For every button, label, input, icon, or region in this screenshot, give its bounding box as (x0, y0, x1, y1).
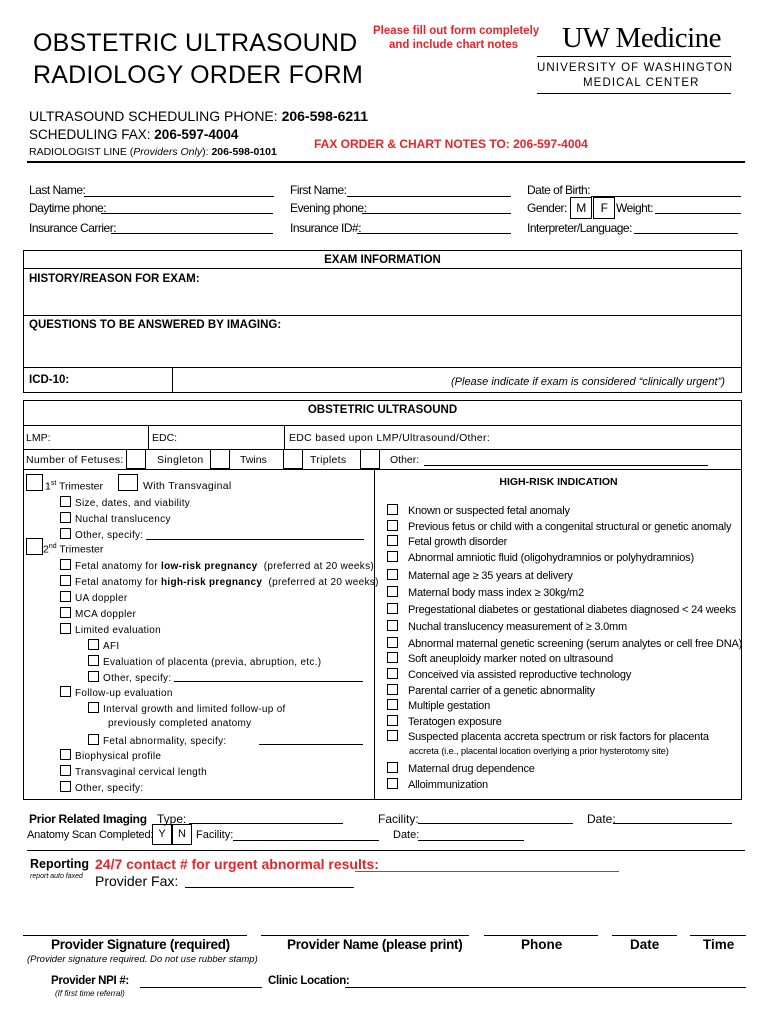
nuchal-label: Nuchal translucency (75, 514, 171, 525)
placenta-eval-item[interactable] (88, 655, 321, 668)
time-label: Time (703, 937, 735, 952)
ob-header: OBSTETRIC ULTRASOUND (307, 404, 458, 416)
urgent-contact-input[interactable] (355, 871, 619, 872)
checkbox-icon[interactable] (88, 702, 99, 713)
prior-date-input[interactable] (613, 823, 732, 824)
checkbox-icon[interactable] (88, 639, 99, 650)
high-risk-item[interactable] (387, 684, 595, 697)
fetal-abnormality-item[interactable] (88, 734, 227, 747)
eve-phone-label: Evening phone: (290, 201, 367, 215)
scheduling-fax-number: 206-597-4004 (154, 127, 239, 142)
high-risk-item[interactable] (387, 504, 570, 517)
provider-fax-input[interactable] (185, 887, 354, 888)
radiologist-close: ): (202, 146, 209, 158)
size-dates-label: Size, dates, and viability (75, 498, 191, 509)
fetuses-row-rule (23, 469, 742, 470)
insurance-id-label: Insurance ID#: (290, 221, 362, 235)
fetal-low-pre: Fetal anatomy for (75, 561, 161, 572)
anatomy-yes-box[interactable]: Y (152, 824, 172, 845)
checkbox-icon[interactable] (60, 686, 71, 697)
anatomy-no-box[interactable]: N (172, 824, 192, 845)
prior-type-label: Type: (157, 812, 187, 826)
scheduling-phone-label: ULTRASOUND SCHEDULING PHONE: (29, 108, 278, 124)
checkbox-icon[interactable] (387, 551, 398, 562)
anatomy-date-input[interactable] (418, 840, 524, 841)
checkbox-icon[interactable] (387, 699, 398, 710)
day-phone-input[interactable] (101, 213, 273, 214)
high-risk-item[interactable] (387, 551, 694, 564)
second-trimester-text: Trimester (59, 543, 104, 556)
high-risk-label: Parental carrier of a genetic abnormality (408, 685, 595, 697)
provider-signature-input[interactable] (23, 935, 247, 936)
high-risk-item[interactable] (387, 520, 731, 533)
ua-doppler-item[interactable] (60, 591, 127, 604)
provider-signature-label: Provider Signature (required) (51, 937, 230, 952)
checkbox-icon[interactable] (387, 668, 398, 679)
checkbox-icon[interactable] (88, 655, 99, 666)
other-fetuses-checkbox[interactable] (360, 449, 380, 469)
first-trimester-num: 1 (45, 480, 51, 493)
last-name-label: Last Name: (29, 183, 86, 197)
high-risk-label: Maternal age ≥ 35 years at delivery (408, 570, 573, 582)
logo-divider-bottom (537, 93, 731, 94)
history-rule (23, 315, 742, 316)
limited-other-input[interactable] (174, 681, 363, 682)
form-title-line2: RADIOLOGY ORDER FORM (33, 61, 363, 89)
first-trimester-label (45, 480, 103, 493)
questions-input[interactable] (24, 333, 740, 366)
second-trimester-num: 2 (43, 543, 49, 556)
first-name-label: First Name: (290, 183, 347, 197)
limited-other-label: Other, specify: (103, 673, 172, 684)
high-risk-label: Pregestational diabetes or gestational diabetes diagnosed < 24 weeks (408, 604, 736, 616)
triplets-checkbox[interactable] (283, 449, 303, 469)
high-risk-item[interactable] (387, 778, 488, 791)
with-transvaginal-checkbox[interactable] (118, 474, 138, 491)
npi-label: Provider NPI #: (51, 975, 129, 987)
high-risk-item[interactable] (387, 730, 709, 743)
scheduling-fax-label: SCHEDULING FAX: (29, 127, 151, 142)
high-risk-item[interactable] (387, 586, 584, 599)
gender-m-box[interactable]: M (570, 197, 592, 219)
fetal-high-pre: Fetal anatomy for (75, 577, 161, 588)
fetal-low-bold: low-risk pregnancy (161, 561, 258, 572)
biophysical-item[interactable] (60, 749, 161, 762)
exam-header-rule (23, 268, 742, 269)
prior-imaging-label: Prior Related Imaging (29, 812, 147, 826)
header-rule (27, 161, 745, 163)
phone-input[interactable] (484, 935, 598, 936)
edc-label: EDC: (152, 432, 178, 444)
anatomy-facility-input[interactable] (233, 840, 379, 841)
high-risk-label: Nuchal translucency measurement of ≥ 3.0mm (408, 621, 627, 633)
high-risk-item[interactable] (387, 652, 613, 665)
checkbox-icon[interactable] (387, 620, 398, 631)
checkbox-icon[interactable] (60, 528, 71, 539)
checkbox-icon[interactable] (60, 781, 71, 792)
checkbox-icon[interactable] (387, 520, 398, 531)
interval-line1: Interval growth and limited follow-up of (103, 704, 286, 715)
radiologist-line (29, 146, 277, 158)
weight-label: Weight: (616, 201, 653, 215)
singleton-checkbox[interactable] (126, 449, 146, 469)
clinic-location-label: Clinic Location: (268, 975, 350, 987)
second-trimester-checkbox[interactable] (26, 538, 43, 555)
prior-date-label: Date: (587, 812, 616, 826)
history-label: HISTORY/REASON FOR EXAM: (29, 273, 200, 285)
high-risk-item[interactable] (387, 620, 627, 633)
radiologist-phone: 206-598-0101 (211, 146, 277, 158)
high-risk-item[interactable] (387, 637, 742, 650)
biophysical-label: Biophysical profile (75, 751, 162, 762)
first-trimester-text: Trimester (59, 480, 103, 493)
triplets-label: Triplets (310, 454, 347, 466)
provider-fax-label: Provider Fax: (95, 873, 179, 889)
prior-facility-input[interactable] (418, 823, 573, 824)
high-risk-label: Alloimmunization (408, 779, 488, 791)
checkbox-icon[interactable] (387, 762, 398, 773)
first-name-input[interactable] (347, 196, 511, 197)
second-other-label: Other, specify: (75, 783, 144, 794)
interval-growth-item[interactable] (88, 702, 286, 715)
gender-label: Gender: (527, 201, 567, 215)
second-trimester-label (43, 543, 103, 556)
high-risk-label: Teratogen exposure (408, 716, 502, 728)
checkbox-icon[interactable] (387, 535, 398, 546)
interval-line2: previously completed anatomy (108, 718, 252, 729)
followup-label: Follow-up evaluation (75, 688, 173, 699)
with-transvaginal-label: With Transvaginal (143, 480, 232, 492)
checkbox-icon[interactable] (60, 496, 71, 507)
first-other-input[interactable] (146, 539, 364, 540)
weight-input[interactable] (655, 213, 741, 214)
high-risk-item[interactable] (387, 668, 631, 681)
lmp-divider (148, 425, 149, 449)
checkbox-icon[interactable] (60, 765, 71, 776)
checkbox-icon[interactable] (60, 559, 71, 570)
first-trimester-sup: st (50, 480, 57, 487)
lmp-label: LMP: (26, 432, 51, 444)
provider-name-input[interactable] (261, 935, 469, 936)
exam-info-header: EXAM INFORMATION (324, 254, 441, 266)
fetal-low-post: (preferred at 20 weeks) (263, 561, 374, 572)
day-phone-label: Daytime phone: (29, 201, 107, 215)
ob-header-rule (23, 425, 742, 426)
urgent-contact-label: 24/7 contact # for urgent abnormal results: (95, 856, 379, 872)
insurance-carrier-label: Insurance Carrier: (29, 221, 117, 235)
high-risk-header: HIGH-RISK INDICATION (499, 476, 618, 488)
num-fetuses-label: Number of Fetuses: (26, 454, 124, 466)
checkbox-icon[interactable] (387, 586, 398, 597)
notice-line2: and include chart notes (389, 39, 519, 51)
first-other-item[interactable] (60, 528, 143, 541)
checkbox-icon[interactable] (387, 569, 398, 580)
fetal-high-post: (preferred at 20 weeks) (268, 577, 379, 588)
accreta-line2: accreta (i.e., placental location overlying a prior hysterotomy site) (409, 746, 669, 757)
date-input[interactable] (612, 935, 677, 936)
nuchal-item[interactable] (60, 512, 171, 525)
high-risk-label: Conceived via assisted reproductive technology (408, 669, 632, 681)
checkbox-icon[interactable] (387, 715, 398, 726)
twins-checkbox[interactable] (210, 449, 230, 469)
checkbox-icon[interactable] (387, 778, 398, 789)
phone-label: Phone (521, 937, 563, 952)
npi-input[interactable] (140, 987, 262, 988)
insurance-id-input[interactable] (357, 233, 511, 234)
checkbox-icon[interactable] (60, 749, 71, 760)
radiologist-note: Providers Only (133, 146, 203, 158)
anatomy-scan-label: Anatomy Scan Completed: (27, 829, 154, 841)
high-risk-label: Soft aneuploidy marker noted on ultrasound (408, 653, 614, 665)
fax-order-notice: FAX ORDER & CHART NOTES TO: 206-597-4004 (314, 137, 588, 151)
scheduling-phone-number: 206-598-6211 (281, 108, 368, 124)
icd-label: ICD-10: (29, 374, 70, 386)
edc-based-label: EDC based upon LMP/Ultrasound/Other: (289, 432, 491, 444)
insurance-carrier-input[interactable] (111, 233, 273, 234)
logo-main-text: UW Medicine (562, 22, 722, 54)
scheduling-phone (29, 108, 368, 124)
date-label: Date (630, 937, 660, 952)
second-trimester-sup: nd (48, 543, 57, 550)
high-risk-label: Abnormal maternal genetic screening (serum analytes or cell free DNA) (408, 638, 743, 650)
edc-divider (284, 425, 285, 449)
afi-item[interactable] (88, 639, 119, 652)
other-fetuses-label: Other: (390, 454, 420, 466)
scheduling-fax (29, 127, 238, 142)
gender-f-box[interactable]: F (593, 197, 615, 219)
anatomy-date-label: Date: (393, 829, 420, 841)
prior-facility-label: Facility: (378, 812, 419, 826)
singleton-label: Singleton (157, 454, 204, 466)
reporting-label: Reporting (30, 857, 90, 871)
followup-item[interactable] (60, 686, 173, 699)
high-risk-label: Maternal body mass index ≥ 30kg/m2 (408, 587, 584, 599)
logo-sub-line1: UNIVERSITY OF WASHINGTON (537, 62, 734, 74)
other-fetuses-input[interactable] (424, 465, 708, 466)
mca-doppler-label: MCA doppler (75, 609, 137, 620)
fetal-abn-label: Fetal abnormality, specify: (103, 736, 227, 747)
time-input[interactable] (690, 935, 746, 936)
provider-name-label: Provider Name (please print) (287, 937, 463, 952)
interpreter-label: Interpreter/Language: (527, 221, 632, 235)
high-risk-item[interactable] (387, 603, 736, 616)
tv-cervical-label: Transvaginal cervical length (75, 767, 207, 778)
high-risk-label: Suspected placenta accreta spectrum or risk factors for placenta (408, 731, 709, 743)
size-dates-item[interactable] (60, 496, 190, 509)
high-risk-label: Fetal growth disorder (408, 536, 508, 548)
checkbox-icon[interactable] (387, 684, 398, 695)
placenta-eval-label: Evaluation of placenta (previa, abruption, etc.) (103, 657, 322, 668)
second-other-item[interactable] (60, 781, 143, 794)
checkbox-icon[interactable] (60, 512, 71, 523)
limited-eval-item[interactable] (60, 623, 161, 636)
radiologist-label: RADIOLOGIST LINE ( (29, 146, 134, 158)
fetal-low-risk-item[interactable] (60, 559, 374, 572)
first-other-label: Other, specify: (75, 530, 144, 541)
limited-eval-label: Limited evaluation (75, 625, 162, 636)
fetal-abnormality-input[interactable] (259, 744, 363, 745)
logo-divider (537, 56, 731, 57)
ua-doppler-label: UA doppler (75, 593, 128, 604)
questions-label: QUESTIONS TO BE ANSWERED BY IMAGING: (29, 319, 282, 331)
fetal-high-risk-item[interactable] (60, 575, 379, 588)
last-name-input[interactable] (84, 196, 274, 197)
high-risk-label: Known or suspected fetal anomaly (408, 505, 570, 517)
history-input[interactable] (24, 285, 740, 315)
twins-label: Twins (240, 454, 267, 466)
clinic-location-input[interactable] (345, 987, 746, 988)
checkbox-icon[interactable] (88, 671, 99, 682)
high-risk-label: Maternal drug dependence (408, 763, 535, 775)
checkbox-icon[interactable] (60, 623, 71, 634)
urgent-note: (Please indicate if exam is considered “clinically urgent”) (451, 376, 725, 388)
limited-other-item[interactable] (88, 671, 171, 684)
checkbox-icon[interactable] (60, 575, 71, 586)
high-risk-label: Previous fetus or child with a congenital structural or genetic anomaly (408, 521, 732, 533)
anatomy-facility-label: Facility: (196, 829, 234, 841)
high-risk-item[interactable] (387, 699, 490, 712)
logo-sub-line2: MEDICAL CENTER (583, 77, 700, 89)
interpreter-input[interactable] (634, 233, 738, 234)
ob-center-divider (374, 469, 375, 800)
checkbox-icon[interactable] (387, 637, 398, 648)
checkbox-icon[interactable] (387, 652, 398, 663)
checkbox-icon[interactable] (88, 734, 99, 745)
fetal-high-bold: high-risk pregnancy (161, 577, 263, 588)
eve-phone-input[interactable] (362, 213, 511, 214)
checkbox-icon[interactable] (387, 730, 398, 741)
high-risk-item[interactable] (387, 762, 535, 775)
form-title-line1: OBSTETRIC ULTRASOUND (33, 29, 358, 57)
npi-note: (If first time referral) (55, 989, 125, 998)
signature-note: (Provider signature required. Do not use rubber stamp) (27, 954, 258, 965)
notice-line1: Please fill out form completely (373, 25, 540, 37)
dob-label: Date of Birth: (527, 183, 591, 197)
checkbox-icon[interactable] (387, 603, 398, 614)
prior-type-input[interactable] (189, 823, 343, 824)
tv-cervical-item[interactable] (60, 765, 207, 778)
checkbox-icon[interactable] (60, 591, 71, 602)
mca-doppler-item[interactable] (60, 607, 136, 620)
high-risk-item[interactable] (387, 535, 507, 548)
high-risk-label: Multiple gestation (408, 700, 491, 712)
prior-rule (27, 850, 745, 851)
checkbox-icon[interactable] (60, 607, 71, 618)
first-trimester-checkbox[interactable] (26, 474, 43, 491)
checkbox-icon[interactable] (387, 504, 398, 515)
high-risk-item[interactable] (387, 569, 573, 582)
high-risk-item[interactable] (387, 715, 502, 728)
auto-faxed-note: report auto faxed (30, 873, 83, 880)
afi-label: AFI (103, 641, 120, 652)
high-risk-label: Abnormal amniotic fluid (oligohydramnios or polyhydramnios) (408, 552, 694, 564)
